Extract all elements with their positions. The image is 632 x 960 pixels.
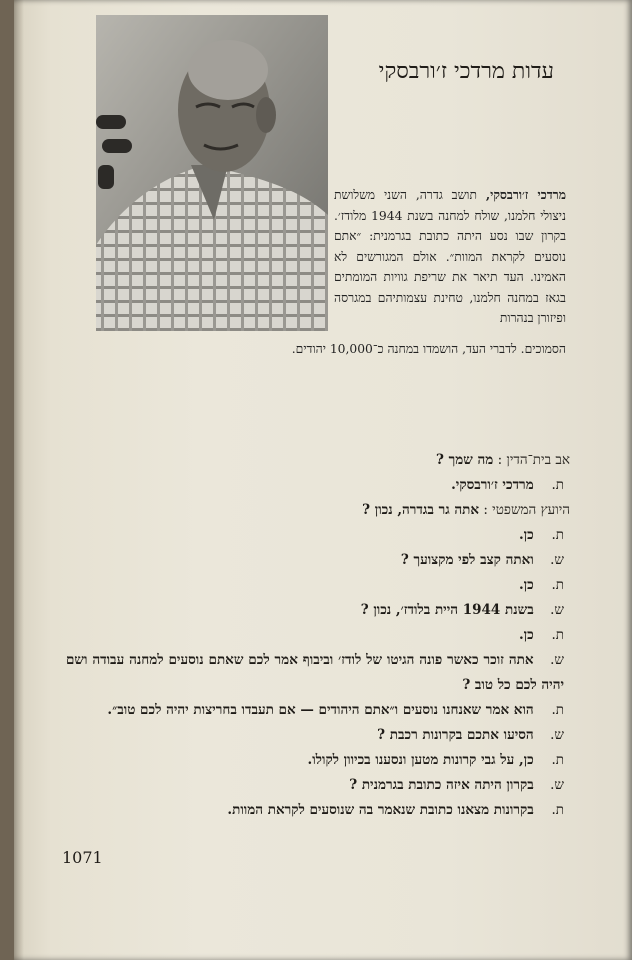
dialog-text: כן. [518, 577, 534, 593]
page-number: 1071 [62, 848, 103, 867]
dialog-text: בקרונות מצאנו כתובת שנאמר בה שנוסעים לקראת המוות. [227, 802, 534, 818]
dialog-speaker: ת. [551, 477, 564, 493]
dialog-line-1 [66, 448, 570, 473]
dialog-text: מרדכי ז׳ורבסקי. [451, 477, 534, 493]
dialog-speaker: ת. [551, 702, 564, 718]
portrait-image [96, 15, 328, 331]
dialog-speaker: ש. [550, 552, 564, 568]
dialog-speaker: היועץ המשפטי : [483, 502, 570, 518]
dialog-text: הוא אמר שאנחנו נוסעים ו״אתם היהודים — אם תעבדו בחריצות יהיה לכם טוב״. [107, 702, 534, 718]
dialog-text: בקרון היתה איזה כתובת בגרמנית ? [349, 777, 534, 793]
dialog-line-5 [66, 548, 570, 573]
dialog-text: הסיעו אתכם בקרונות רכבת ? [377, 727, 534, 743]
dialog-line-10 [66, 698, 570, 723]
dialog-speaker: ת. [551, 752, 564, 768]
dialog-speaker: ש. [550, 652, 564, 668]
dialog-line-12 [66, 748, 570, 773]
dialog-speaker: ש. [550, 602, 564, 618]
dialog-text: כן. [518, 527, 534, 543]
dialog-speaker: אב בית־הדין : [497, 452, 570, 468]
dialog-line-13 [66, 773, 570, 798]
testimony-transcript [66, 448, 570, 823]
portrait-photo [96, 15, 328, 331]
dialog-text: כן, על גבי קרונות מטען ונסענו בכיוון לקולו. [307, 752, 534, 768]
dialog-text: אתה זוכר כאשר פונה הגיטו של לודז׳ וביבוף אמר לכם שאתם נוסעים למחנה עבודה ושם יהיה לכם כל טוב ? [66, 652, 564, 693]
dialog-text: אתה גר בגדרה, נכון ? [362, 502, 480, 518]
dialog-text: מה שמך ? [435, 452, 494, 468]
intro-tail: הסמוכים. לדברי העד, הושמדו במחנה כ־10,000 יהודים. [291, 342, 566, 356]
dialog-speaker: ת. [551, 802, 564, 818]
dialog-line-4 [66, 523, 570, 548]
dialog-text: ואתה קצב לפי מקצועך ? [400, 552, 534, 568]
dialog-line-3 [66, 498, 570, 523]
dialog-line-2 [66, 473, 570, 498]
page-title: עדות מרדכי ז׳ורבסקי [378, 59, 554, 84]
dialog-speaker: ת. [551, 627, 564, 643]
dialog-line-7 [66, 598, 570, 623]
dialog-speaker: ת. [551, 527, 564, 543]
intro-paragraph [334, 185, 566, 329]
intro-lead: מרדכי ז׳ורבסקי, [485, 187, 566, 202]
book-page [14, 0, 632, 960]
dialog-line-11 [66, 723, 570, 748]
dialog-line-6 [66, 573, 570, 598]
dialog-speaker: ת. [551, 577, 564, 593]
dialog-speaker: ש. [550, 777, 564, 793]
dialog-line-14 [66, 798, 570, 823]
dialog-line-8 [66, 623, 570, 648]
dialog-line-9 [66, 648, 570, 698]
dialog-text: בשנת 1944 היית בלודז׳, נכון ? [360, 602, 534, 618]
dialog-speaker: ש. [550, 727, 564, 743]
intro-body: תושב גדרה, השני משלושת ניצולי חלמנו, שולח למחנה בשנת 1944 מלודז׳. בקרון שבו נסע היתה כתובת בגרמנית: ״אתם נוסעים לקראת המוות״. אולם המגורשים לא האמינו. העד תיאר את שריפת גוויות המומתים בגאז במחנה חלמנו, טחינת עצמותיהם במגרסה ופיזורן בנהרות [334, 188, 566, 325]
dialog-text: כן. [518, 627, 534, 643]
